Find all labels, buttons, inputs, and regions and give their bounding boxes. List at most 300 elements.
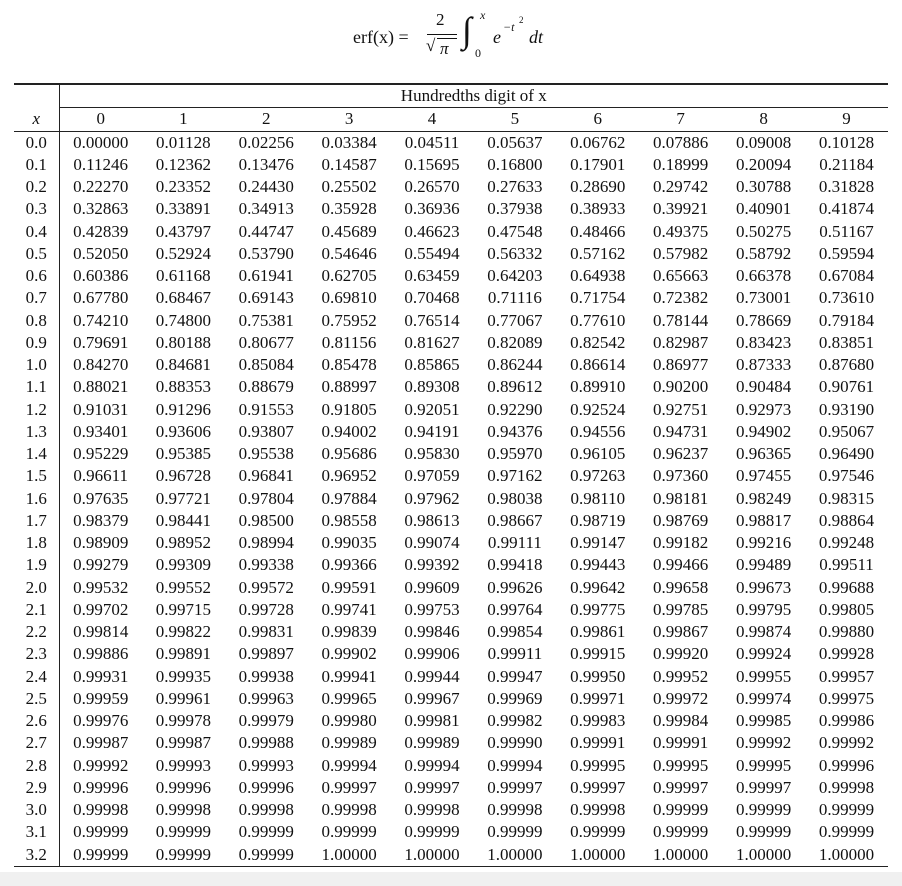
erf-value-cell: 1.00000 <box>556 844 639 867</box>
erf-value-cell: 0.67084 <box>818 266 875 286</box>
erf-value-cell: 0.94902 <box>735 421 792 441</box>
erf-value-cell: 0.99688 <box>818 577 875 597</box>
erf-value-cell: 0.86977 <box>653 355 709 375</box>
integrand-exponent-power: 2 <box>519 15 524 25</box>
erf-value-cell: 0.99366 <box>321 555 377 575</box>
erf-value-cell: 0.99831 <box>238 622 294 642</box>
erf-value-cell: 0.99248 <box>818 533 875 553</box>
erf-value-cell: 0.99997 <box>570 777 626 797</box>
table-row <box>14 821 888 843</box>
table-row <box>14 688 888 710</box>
x-value-cell: 0.7 <box>14 287 59 309</box>
formula-numerator: 2 <box>436 10 445 29</box>
erf-value-cell: 0.99572 <box>238 577 294 597</box>
erf-value-cell: 0.64938 <box>570 266 626 286</box>
x-value-cell: 1.4 <box>14 443 59 465</box>
erf-value-cell: 0.18999 <box>653 154 709 174</box>
erf-value-cell: 0.98909 <box>73 533 129 553</box>
erf-value-cell: 0.32863 <box>73 199 129 219</box>
erf-value-cell: 0.94002 <box>321 421 377 441</box>
erf-value-cell: 0.99986 <box>818 711 875 731</box>
x-value-cell: 0.6 <box>14 265 59 287</box>
erf-value-cell: 0.96490 <box>818 444 875 464</box>
erf-value-cell: 0.16800 <box>487 154 543 174</box>
erf-value-cell: 0.20094 <box>735 154 792 174</box>
erf-value-cell: 0.97804 <box>238 488 294 508</box>
erf-value-cell: 0.99999 <box>73 822 129 842</box>
erf-value-cell: 0.83851 <box>818 332 875 352</box>
erf-value-cell: 0.99741 <box>321 599 377 619</box>
erf-value-cell: 0.52924 <box>155 243 211 263</box>
erf-value-cell: 0.57982 <box>653 243 709 263</box>
erf-value-cell: 0.75381 <box>238 310 294 330</box>
erf-value-cell: 0.99941 <box>321 666 377 686</box>
erf-value-cell: 0.35928 <box>321 199 377 219</box>
erf-value-cell: 0.93606 <box>155 421 211 441</box>
erf-value-cell: 1.00000 <box>639 844 722 867</box>
erf-value-cell: 0.92051 <box>404 399 460 419</box>
digit-header-2: 2 <box>225 108 308 131</box>
erf-value-cell: 0.34913 <box>238 199 294 219</box>
table-row <box>14 354 888 376</box>
erf-value-cell: 0.52050 <box>73 243 129 263</box>
erf-value-cell: 0.99795 <box>735 599 792 619</box>
x-value-cell: 0.5 <box>14 243 59 265</box>
erf-value-cell: 0.99874 <box>735 622 792 642</box>
table-row <box>14 510 888 532</box>
header-title-row <box>14 85 888 108</box>
x-value-cell: 1.6 <box>14 488 59 510</box>
erf-value-cell: 0.99511 <box>819 555 874 575</box>
erf-value-cell: 0.99967 <box>404 688 460 708</box>
x-value-cell: 2.7 <box>14 732 59 754</box>
erf-value-cell: 0.99999 <box>238 822 294 842</box>
erf-value-cell: 0.72382 <box>653 288 709 308</box>
table-row <box>14 799 888 821</box>
erf-value-cell: 0.82542 <box>570 332 626 352</box>
erf-value-cell: 0.99996 <box>238 777 294 797</box>
table-row <box>14 732 888 754</box>
erf-value-cell: 0.49375 <box>653 221 709 241</box>
erf-value-cell: 0.99947 <box>487 666 543 686</box>
erf-value-cell: 0.99974 <box>735 688 792 708</box>
erf-value-cell: 0.95385 <box>155 444 211 464</box>
erf-value-cell: 0.98249 <box>735 488 792 508</box>
erf-value-cell: 0.84270 <box>73 355 129 375</box>
table-row <box>14 399 888 421</box>
erf-value-cell: 0.95538 <box>238 444 294 464</box>
erf-formula <box>0 6 902 68</box>
erf-value-cell: 0.99846 <box>404 622 460 642</box>
erf-value-cell: 0.96952 <box>321 466 377 486</box>
erf-value-cell: 0.99111 <box>487 533 542 553</box>
table-row <box>14 465 888 487</box>
erf-value-cell: 0.73610 <box>818 288 875 308</box>
erf-value-cell: 0.89308 <box>404 377 460 397</box>
erf-value-cell: 0.99993 <box>155 755 211 775</box>
erf-value-cell: 0.83423 <box>735 332 792 352</box>
erf-value-cell: 0.99785 <box>653 599 709 619</box>
erf-value-cell: 0.56332 <box>487 243 543 263</box>
table-row <box>14 844 888 867</box>
erf-value-cell: 0.45689 <box>321 221 377 241</box>
erf-value-cell: 0.99989 <box>404 733 460 753</box>
digit-header-0: 0 <box>59 108 142 131</box>
erf-value-cell: 0.10128 <box>818 132 875 152</box>
integrand-base: e <box>493 27 501 47</box>
erf-value-cell: 0.02256 <box>238 132 294 152</box>
digit-header-5: 5 <box>473 108 556 131</box>
table-row <box>14 710 888 732</box>
erf-value-cell: 0.90484 <box>735 377 792 397</box>
erf-value-cell: 0.39921 <box>653 199 709 219</box>
erf-value-cell: 0.99418 <box>487 555 543 575</box>
erf-value-cell: 0.99975 <box>818 688 875 708</box>
erf-value-cell: 0.85865 <box>404 355 460 375</box>
erf-value-cell: 0.99998 <box>73 800 129 820</box>
erf-value-cell: 0.99591 <box>321 577 377 597</box>
erf-value-cell: 0.64203 <box>487 266 543 286</box>
erf-value-cell: 0.99972 <box>653 688 709 708</box>
erf-value-cell: 0.69810 <box>321 288 377 308</box>
erf-value-cell: 0.99996 <box>73 777 129 797</box>
x-value-cell: 2.3 <box>14 643 59 665</box>
erf-value-cell: 0.99906 <box>404 644 460 664</box>
erf-value-cell: 0.15695 <box>404 154 460 174</box>
erf-value-cell: 0.94191 <box>404 421 460 441</box>
formula-differential: dt <box>529 27 544 47</box>
erf-value-cell: 0.99994 <box>321 755 377 775</box>
erf-value-cell: 0.66378 <box>735 266 792 286</box>
erf-value-cell: 0.99658 <box>653 577 709 597</box>
table-row <box>14 666 888 688</box>
erf-value-cell: 1.00000 <box>308 844 391 867</box>
erf-value-cell: 0.98038 <box>487 488 543 508</box>
table-row <box>14 621 888 643</box>
erf-value-cell: 0.88997 <box>321 377 377 397</box>
erf-value-cell: 0.89910 <box>570 377 626 397</box>
erf-value-cell: 0.93401 <box>73 421 129 441</box>
erf-value-cell: 0.99987 <box>73 733 129 753</box>
erf-value-cell: 0.87333 <box>735 355 792 375</box>
erf-value-cell: 0.99309 <box>155 555 211 575</box>
table-body <box>14 131 888 866</box>
erf-value-cell: 0.98667 <box>487 510 543 530</box>
x-value-cell: 3.0 <box>14 799 59 821</box>
erf-value-cell: 0.98769 <box>653 510 709 530</box>
x-value-cell: 2.1 <box>14 599 59 621</box>
erf-value-cell: 0.57162 <box>570 243 626 263</box>
erf-value-cell: 0.29742 <box>653 177 709 197</box>
table-row <box>14 332 888 354</box>
erf-value-cell: 0.82987 <box>653 332 709 352</box>
erf-value-cell: 0.99997 <box>404 777 460 797</box>
erf-value-cell: 0.99999 <box>735 822 792 842</box>
erf-value-cell: 0.99994 <box>404 755 460 775</box>
erf-table <box>14 83 888 867</box>
erf-value-cell: 0.97884 <box>321 488 377 508</box>
erf-value-cell: 0.99147 <box>570 533 626 553</box>
erf-value-cell: 0.99991 <box>570 733 626 753</box>
erf-value-cell: 0.55494 <box>404 243 460 263</box>
table-row <box>14 777 888 799</box>
table-row <box>14 287 888 309</box>
erf-value-cell: 0.24430 <box>238 177 294 197</box>
erf-value-cell: 0.99867 <box>653 622 709 642</box>
erf-value-cell: 0.99609 <box>404 577 460 597</box>
erf-value-cell: 0.99998 <box>321 800 377 820</box>
table-row <box>14 488 888 510</box>
erf-value-cell: 0.21184 <box>819 154 874 174</box>
erf-value-cell: 0.97360 <box>653 466 709 486</box>
digit-header-6: 6 <box>556 108 639 131</box>
x-value-cell: 0.4 <box>14 221 59 243</box>
x-value-cell: 1.5 <box>14 465 59 487</box>
erf-value-cell: 0.99957 <box>818 666 875 686</box>
x-value-cell: 0.8 <box>14 310 59 332</box>
digit-header-4: 4 <box>391 108 474 131</box>
erf-value-cell: 0.70468 <box>404 288 460 308</box>
erf-value-cell: 0.99965 <box>321 688 377 708</box>
erf-value-cell: 0.69143 <box>238 288 294 308</box>
erf-value-cell: 0.99715 <box>155 599 211 619</box>
erf-value-cell: 0.99805 <box>818 599 875 619</box>
erf-value-cell: 0.88021 <box>73 377 129 397</box>
erf-value-cell: 0.89612 <box>487 377 543 397</box>
erf-value-cell: 0.74800 <box>155 310 211 330</box>
digit-header-7: 7 <box>639 108 722 131</box>
table-row <box>14 443 888 465</box>
erf-value-cell: 0.97455 <box>735 466 792 486</box>
erf-value-cell: 0.99950 <box>570 666 626 686</box>
erf-value-cell: 1.00000 <box>473 844 556 867</box>
erf-value-cell: 0.99891 <box>155 644 211 664</box>
fraction-bar <box>427 34 457 35</box>
erf-value-cell: 0.79691 <box>73 332 129 352</box>
erf-value-cell: 0.31828 <box>818 177 875 197</box>
erf-value-cell: 0.96365 <box>735 444 792 464</box>
erf-value-cell: 0.99392 <box>404 555 460 575</box>
x-value-cell: 3.2 <box>14 844 59 867</box>
erf-value-cell: 0.98952 <box>155 533 211 553</box>
x-value-cell: 2.5 <box>14 688 59 710</box>
erf-value-cell: 0.99984 <box>653 711 709 731</box>
erf-value-cell: 0.99920 <box>653 644 709 664</box>
x-value-cell: 2.4 <box>14 666 59 688</box>
erf-value-cell: 0.92973 <box>735 399 792 419</box>
erf-value-cell: 0.99902 <box>321 644 377 664</box>
erf-value-cell: 0.30788 <box>735 177 792 197</box>
erf-value-cell: 0.94376 <box>487 421 543 441</box>
erf-value-cell: 0.99935 <box>155 666 211 686</box>
table-title: Hundredths digit of x <box>59 85 888 108</box>
erf-value-cell: 0.00000 <box>73 132 129 152</box>
erf-value-cell: 0.97721 <box>155 488 211 508</box>
table-row <box>14 376 888 398</box>
x-value-cell: 1.8 <box>14 532 59 554</box>
erf-value-cell: 0.09008 <box>735 132 792 152</box>
erf-value-cell: 0.95970 <box>487 444 543 464</box>
erf-value-cell: 0.99981 <box>404 711 460 731</box>
erf-value-cell: 0.99998 <box>818 777 875 797</box>
erf-value-cell: 0.99642 <box>570 577 626 597</box>
erf-value-cell: 0.99995 <box>653 755 709 775</box>
erf-value-cell: 0.23352 <box>155 177 211 197</box>
erf-value-cell: 0.99702 <box>73 599 129 619</box>
erf-value-cell: 0.99673 <box>735 577 792 597</box>
erf-value-cell: 0.99990 <box>487 733 543 753</box>
erf-value-cell: 0.99999 <box>487 822 543 842</box>
erf-value-cell: 0.99952 <box>653 666 709 686</box>
erf-value-cell: 0.96728 <box>155 466 211 486</box>
erf-value-cell: 0.99880 <box>818 622 875 642</box>
erf-value-cell: 0.99552 <box>155 577 211 597</box>
erf-value-cell: 0.99992 <box>73 755 129 775</box>
erf-value-cell: 0.81156 <box>321 332 377 352</box>
erf-value-cell: 0.99999 <box>225 844 308 867</box>
formula-pi: π <box>440 39 449 58</box>
erf-value-cell: 0.99753 <box>404 599 460 619</box>
formula-sqrt-sign: √ <box>426 36 436 55</box>
erf-value-cell: 0.28690 <box>570 177 626 197</box>
erf-value-cell: 0.43797 <box>155 221 211 241</box>
erf-value-cell: 0.99999 <box>59 844 142 867</box>
erf-value-cell: 0.90200 <box>653 377 709 397</box>
erf-value-cell: 0.60386 <box>73 266 129 286</box>
erf-value-cell: 0.26570 <box>404 177 460 197</box>
erf-value-cell: 0.99955 <box>735 666 792 686</box>
table-row <box>14 243 888 265</box>
erf-value-cell: 0.71116 <box>487 288 542 308</box>
erf-value-cell: 0.98441 <box>155 510 211 530</box>
erf-value-cell: 0.99987 <box>155 733 211 753</box>
erf-value-cell: 0.99979 <box>238 711 294 731</box>
erf-value-cell: 0.42839 <box>73 221 129 241</box>
erf-value-cell: 1.00000 <box>391 844 474 867</box>
erf-value-cell: 0.99911 <box>487 644 543 664</box>
erf-value-cell: 0.99961 <box>155 688 211 708</box>
erf-value-cell: 0.97162 <box>487 466 543 486</box>
x-value-cell: 2.6 <box>14 710 59 732</box>
table-row <box>14 154 888 176</box>
erf-value-cell: 0.99989 <box>321 733 377 753</box>
x-value-cell: 3.1 <box>14 821 59 843</box>
erf-value-cell: 0.81627 <box>404 332 460 352</box>
erf-value-cell: 0.95067 <box>818 421 875 441</box>
erf-value-cell: 0.99997 <box>735 777 792 797</box>
erf-value-cell: 0.96237 <box>653 444 709 464</box>
erf-value-cell: 0.99997 <box>653 777 709 797</box>
erf-value-cell: 0.98864 <box>818 510 875 530</box>
erf-value-cell: 0.99626 <box>487 577 543 597</box>
erf-value-cell: 0.99999 <box>818 822 875 842</box>
erf-value-cell: 0.05637 <box>487 132 543 152</box>
erf-value-cell: 0.74210 <box>73 310 129 330</box>
erf-value-cell: 0.99999 <box>653 822 709 842</box>
erf-value-cell: 0.96611 <box>73 466 128 486</box>
erf-value-cell: 0.99996 <box>818 755 875 775</box>
erf-value-cell: 0.97059 <box>404 466 460 486</box>
erf-value-cell: 0.91553 <box>238 399 294 419</box>
erf-value-cell: 0.97962 <box>404 488 460 508</box>
erf-value-cell: 0.40901 <box>735 199 792 219</box>
erf-value-cell: 0.99998 <box>155 800 211 820</box>
erf-value-cell: 0.67780 <box>73 288 129 308</box>
erf-value-cell: 0.95830 <box>404 444 460 464</box>
erf-value-cell: 0.97546 <box>818 466 875 486</box>
erf-value-cell: 0.99992 <box>818 733 875 753</box>
erf-value-cell: 0.53790 <box>238 243 294 263</box>
integral-sign: ∫ <box>462 10 472 50</box>
x-column-header: x <box>14 108 59 131</box>
table-row <box>14 599 888 621</box>
erf-value-cell: 0.99216 <box>735 533 792 553</box>
erf-value-cell: 0.99978 <box>155 711 211 731</box>
table-row <box>14 421 888 443</box>
erf-value-cell: 0.58792 <box>735 243 792 263</box>
erf-value-cell: 0.99995 <box>735 755 792 775</box>
x-value-cell: 1.3 <box>14 421 59 443</box>
erf-value-cell: 0.99915 <box>570 644 626 664</box>
erf-value-cell: 0.06762 <box>570 132 626 152</box>
erf-value-cell: 0.86614 <box>570 355 626 375</box>
erf-value-cell: 0.95686 <box>321 444 377 464</box>
erf-value-cell: 0.99861 <box>570 622 626 642</box>
erf-value-cell: 0.99822 <box>155 622 211 642</box>
erf-value-cell: 0.99963 <box>238 688 294 708</box>
erf-value-cell: 0.27633 <box>487 177 543 197</box>
table-row <box>14 310 888 332</box>
erf-value-cell: 0.99985 <box>735 711 792 731</box>
x-value-cell: 0.1 <box>14 154 59 176</box>
erf-value-cell: 0.73001 <box>735 288 792 308</box>
erf-value-cell: 0.92751 <box>653 399 709 419</box>
erf-value-cell: 0.99854 <box>487 622 543 642</box>
erf-value-cell: 0.22270 <box>73 177 129 197</box>
table-row <box>14 554 888 576</box>
erf-value-cell: 0.76514 <box>404 310 460 330</box>
erf-value-cell: 0.99532 <box>73 577 129 597</box>
erf-value-cell: 0.93807 <box>238 421 294 441</box>
erf-value-cell: 0.91031 <box>73 399 129 419</box>
erf-value-cell: 0.98500 <box>238 510 294 530</box>
erf-value-cell: 0.36936 <box>404 199 460 219</box>
erf-value-cell: 0.90761 <box>818 377 875 397</box>
erf-value-cell: 0.99999 <box>155 822 211 842</box>
erf-value-cell: 0.99959 <box>73 688 129 708</box>
erf-value-cell: 0.99897 <box>238 644 294 664</box>
erf-value-cell: 0.01128 <box>156 132 211 152</box>
erf-value-cell: 0.99997 <box>487 777 543 797</box>
integral-lower-limit: 0 <box>475 46 481 60</box>
erf-value-cell: 0.33891 <box>155 199 211 219</box>
x-value-cell: 0.3 <box>14 198 59 220</box>
erf-value-cell: 0.98558 <box>321 510 377 530</box>
erf-value-cell: 0.48466 <box>570 221 626 241</box>
erf-value-cell: 0.07886 <box>653 132 709 152</box>
erf-value-cell: 0.61168 <box>156 266 211 286</box>
x-value-cell: 2.0 <box>14 577 59 599</box>
erf-value-cell: 0.85084 <box>238 355 294 375</box>
erf-value-cell: 0.99993 <box>238 755 294 775</box>
erf-value-cell: 0.99764 <box>487 599 543 619</box>
erf-value-cell: 0.44747 <box>238 221 294 241</box>
erf-value-cell: 0.99938 <box>238 666 294 686</box>
erf-value-cell: 0.62705 <box>321 266 377 286</box>
integral-upper-limit: x <box>480 8 486 22</box>
erf-value-cell: 0.99839 <box>321 622 377 642</box>
erf-value-cell: 0.82089 <box>487 332 543 352</box>
